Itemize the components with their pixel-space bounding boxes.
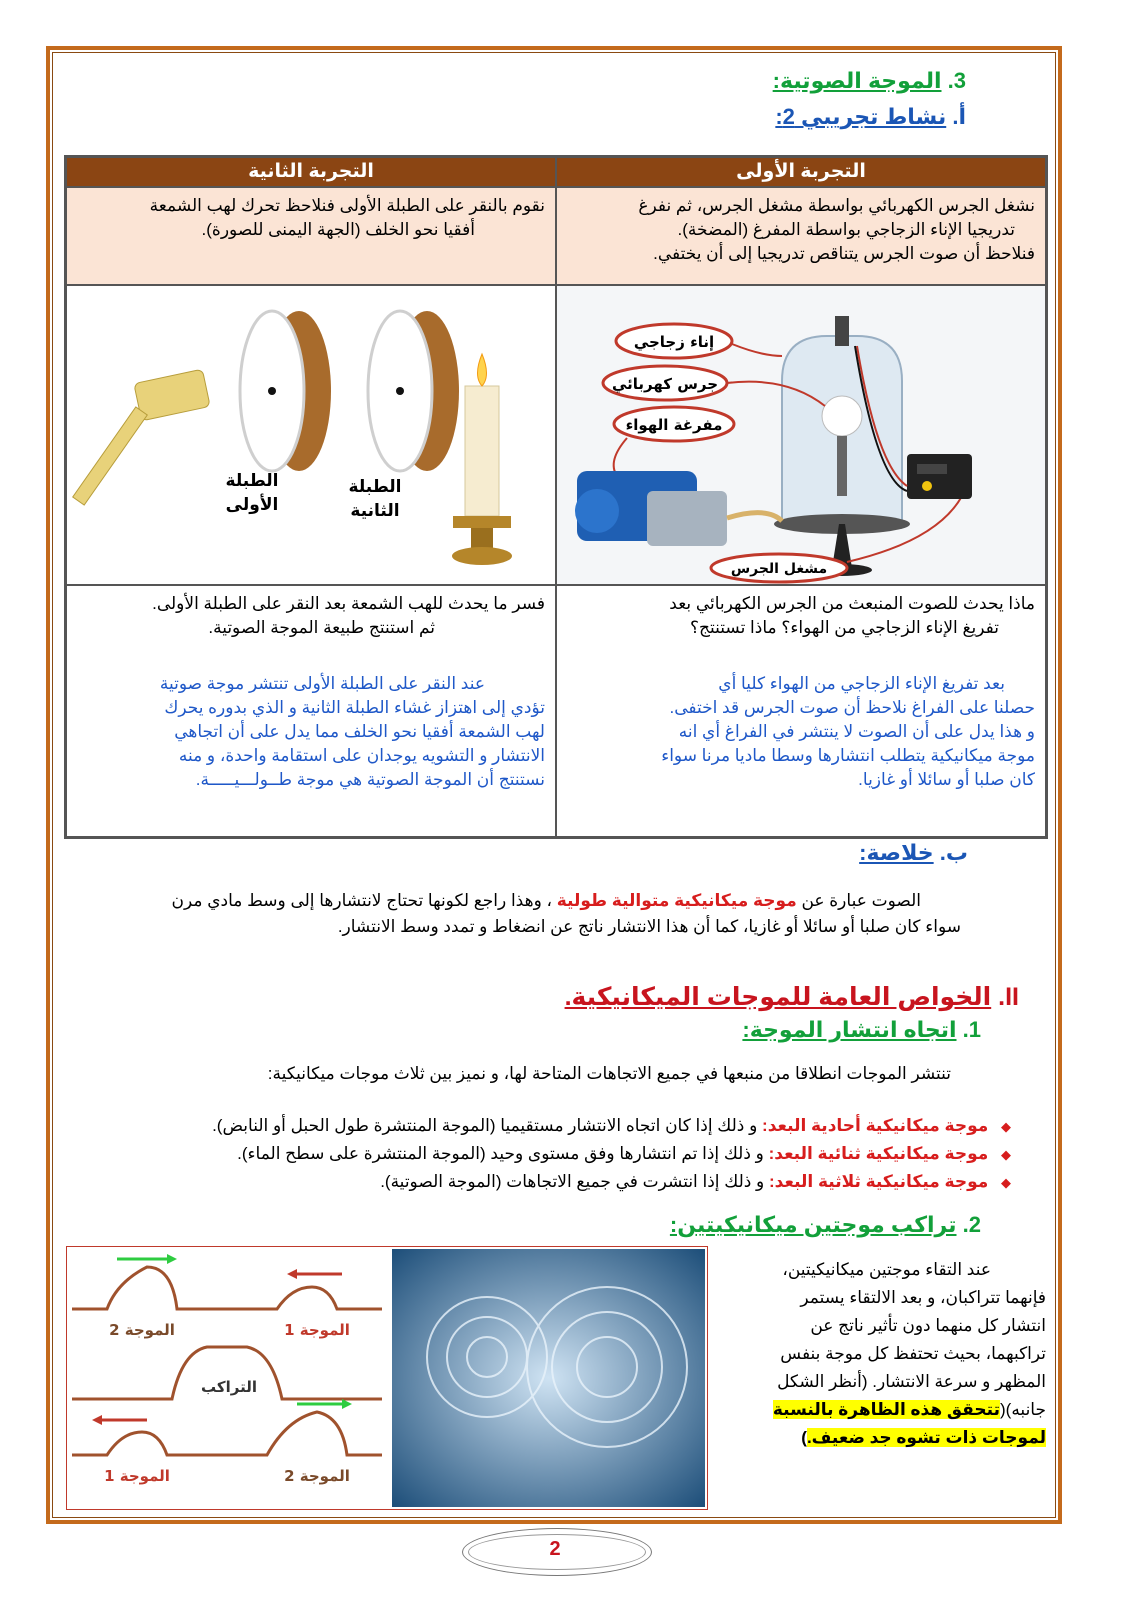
answer-line: و هذا يدل على أن الصوت لا ينتشر في الفراغ أي انه [678,722,1035,741]
summary-heading [859,840,968,866]
summary-line-1 [91,888,961,914]
superposition-line: عند التقاء موجتين ميكانيكيتين، [782,1260,991,1279]
answer-line: الانتشار و التشويه يوجدان على استقامة واحدة، و منه [178,746,545,765]
summary-end: ، وهذا راجع لكونها تحتاج لانتشارها إلى وسط مادي مرن [171,891,552,910]
page-number: 2 [549,1538,561,1560]
subsection-2-title: تراكب موجتين ميكانيكيتين: [669,1212,957,1237]
answer-line: تؤدي إلى اهتزاز غشاء الطبلة الثانية و الذي بدوره يحرك [164,698,545,717]
label-driver: مشغل الجرس [730,561,828,577]
wave-1-label-top: الموجة 1 [284,1321,350,1339]
label-drum2-line1: الطبلة [348,477,402,497]
subsection-1-intro: تنتشر الموجات انطلاقا من منبعها في جميع الاتجاهات المتاحة لها، و نميز بين ثلاث موجات ميكانيكية: [267,1064,951,1083]
subsection-1-heading [742,1017,981,1043]
section-3-heading [773,68,966,94]
diamond-bullet-icon: ◆ [1001,1147,1011,1162]
first-desc-line: فنلاحظ أن صوت الجرس يتناقص تدريجيا إلى أن يختفي. [653,244,1035,263]
summary-letter: ب. [939,840,968,865]
second-experiment-qa [66,585,556,837]
activity-title: نشاط تجريبي 2: [775,104,947,129]
overlap-label: التراكب [201,1378,257,1396]
highlighted-note: تتحقق هذه الظاهرة بالنسبة [772,1400,1000,1419]
table-header-second: التجربة الثانية [66,157,556,187]
answer-line: لهب الشمعة أفقيا نحو الخلف مما يدل على أن اتجاهي [174,722,545,741]
bullet-item [212,1168,1011,1196]
first-desc-line: نشغل الجرس الكهربائي بواسطة مشغل الجرس، ثم نفرغ [638,196,1035,215]
superposition-line: المظهر و سرعة الانتشار. (أنظر الشكل [777,1372,1046,1391]
answer-line: بعد تفريغ الإناء الزجاجي من الهواء كليا أي [718,674,1005,693]
superposition-figure [66,1246,708,1510]
bullet-text: و ذلك إذا انتشرت في جميع الاتجاهات (الموجة الصوتية). [380,1172,765,1191]
first-desc-line: تدريجيا الإناء الزجاجي بواسطة المفرغ (المضخة). [677,220,1015,239]
second-desc-line: أفقيا نحو الخلف (الجهة اليمنى للصورة). [201,220,475,239]
subsection-1-title: اتجاه انتشار الموجة: [742,1017,957,1042]
bullet-item [212,1140,1011,1168]
summary-title: خلاصة: [859,840,934,865]
summary-start: الصوت عبارة عن [801,891,921,910]
summary-body [91,888,961,940]
question-line: تفريغ الإناء الزجاجي من الهواء؟ ماذا تستنتج؟ [690,618,999,637]
bullet-text: و ذلك إذا تم انتشارها وفق مستوى وحيد (الموجة المنتشرة على سطح الماء). [237,1144,764,1163]
answer-line: عند النقر على الطبلة الأولى تنتشر موجة صوتية [159,674,485,693]
bell-jar-figure [556,285,1046,585]
subsection-2-number: 2. [962,1212,981,1237]
drums-illustration [67,286,555,584]
second-question [77,592,545,640]
bullet-item [212,1112,1011,1140]
label-vessel: إناء زجاجي [633,333,715,351]
superposition-plain: جانبه)( [1000,1400,1046,1419]
second-desc-line: نقوم بالنقر على الطبلة الأولى فنلاحظ تحرك لهب الشمعة [149,196,545,215]
bullet-term: موجة ميكانيكية ثنائية البعد: [768,1144,989,1163]
question-line: ماذا يحدث للصوت المنبعث من الجرس الكهربائي بعد [669,594,1035,613]
activity-heading [775,104,966,130]
section-ii-title: الخواص العامة للموجات الميكانيكية. [564,983,992,1011]
summary-key-term: موجة ميكانيكية متوالية طولية [556,891,797,910]
first-answer [567,672,1035,792]
label-drum1-line1: الطبلة [225,471,279,491]
answer-line: موجة ميكانيكية يتطلب انتشارها وسطا ماديا مرنا سواء [661,746,1035,765]
bullet-term: موجة ميكانيكية ثلاثية البعد: [769,1172,989,1191]
diamond-bullet-icon: ◆ [1001,1119,1011,1134]
section-3-number: 3. [947,68,966,93]
answer-line: كان صلبا أو سائلا أو غازيا. [858,770,1035,789]
wave-1-label-bottom: الموجة 1 [104,1467,170,1485]
activity-letter: أ. [952,104,966,129]
drums-figure [66,285,556,585]
section-ii-heading [565,982,1019,1012]
diamond-bullet-icon: ◆ [1001,1175,1011,1190]
highlighted-note: لموجات ذات تشوه جد ضعيف. [806,1428,1046,1447]
subsection-1-number: 1. [962,1017,981,1042]
second-experiment-description [66,187,556,285]
superposition-illustration [67,1247,707,1509]
answer-line: حصلنا على الفراغ نلاحظ أن صوت الجرس قد اختفى. [669,698,1035,717]
superposition-line [716,1424,1046,1452]
superposition-line [716,1396,1046,1424]
second-answer [77,672,545,792]
label-pump: مفرغة الهواء [625,416,723,434]
bullet-list [212,1112,1011,1196]
subsection-2-heading [670,1212,981,1238]
table-header-first: التجربة الأولى [556,157,1046,187]
wave-2-label-bottom: الموجة 2 [284,1467,350,1485]
question-line: ثم استنتج طبيعة الموجة الصوتية. [208,618,435,637]
bullet-term: موجة ميكانيكية أحادية البعد: [762,1116,989,1135]
wave-2-label-top: الموجة 2 [109,1321,175,1339]
first-experiment-description [556,187,1046,285]
bell-jar-illustration [557,286,1045,584]
superposition-line: فإنهما تتراكبان، و بعد الالتقاء يستمر [800,1288,1046,1307]
first-question [567,592,1035,640]
experiments-table [64,155,1048,839]
summary-line-2: سواء كان صلبا أو سائلا أو غازيا، كما أن هذا الانتشار ناتج عن انضغاط و تمدد وسط الانتشار. [337,917,961,936]
answer-line: نستنتج أن الموجة الصوتية هي موجة طــولـــيـــــة. [195,770,545,789]
superposition-line: انتشار كل منهما دون تأثير ناتج عن [810,1316,1046,1335]
label-drum2-line2: الثانية [350,501,400,521]
label-drum1-line2: الأولى [225,495,279,515]
section-ii-number: II. [998,983,1019,1011]
label-bell: جرس كهربائي [611,375,719,393]
first-experiment-qa [556,585,1046,837]
bullet-text: و ذلك إذا كان اتجاه الانتشار مستقيميا (الموجة المنتشرة طول الحبل أو النابض). [212,1116,758,1135]
superposition-text [716,1256,1046,1452]
superposition-line: تراكبهما، بحيث تحتفظ كل موجة بنفس [780,1344,1046,1363]
superposition-close: ) [801,1428,807,1447]
question-line: فسر ما يحدث للهب الشمعة بعد النقر على الطبلة الأولى. [152,594,545,613]
section-3-title: الموجة الصوتية: [772,68,942,93]
